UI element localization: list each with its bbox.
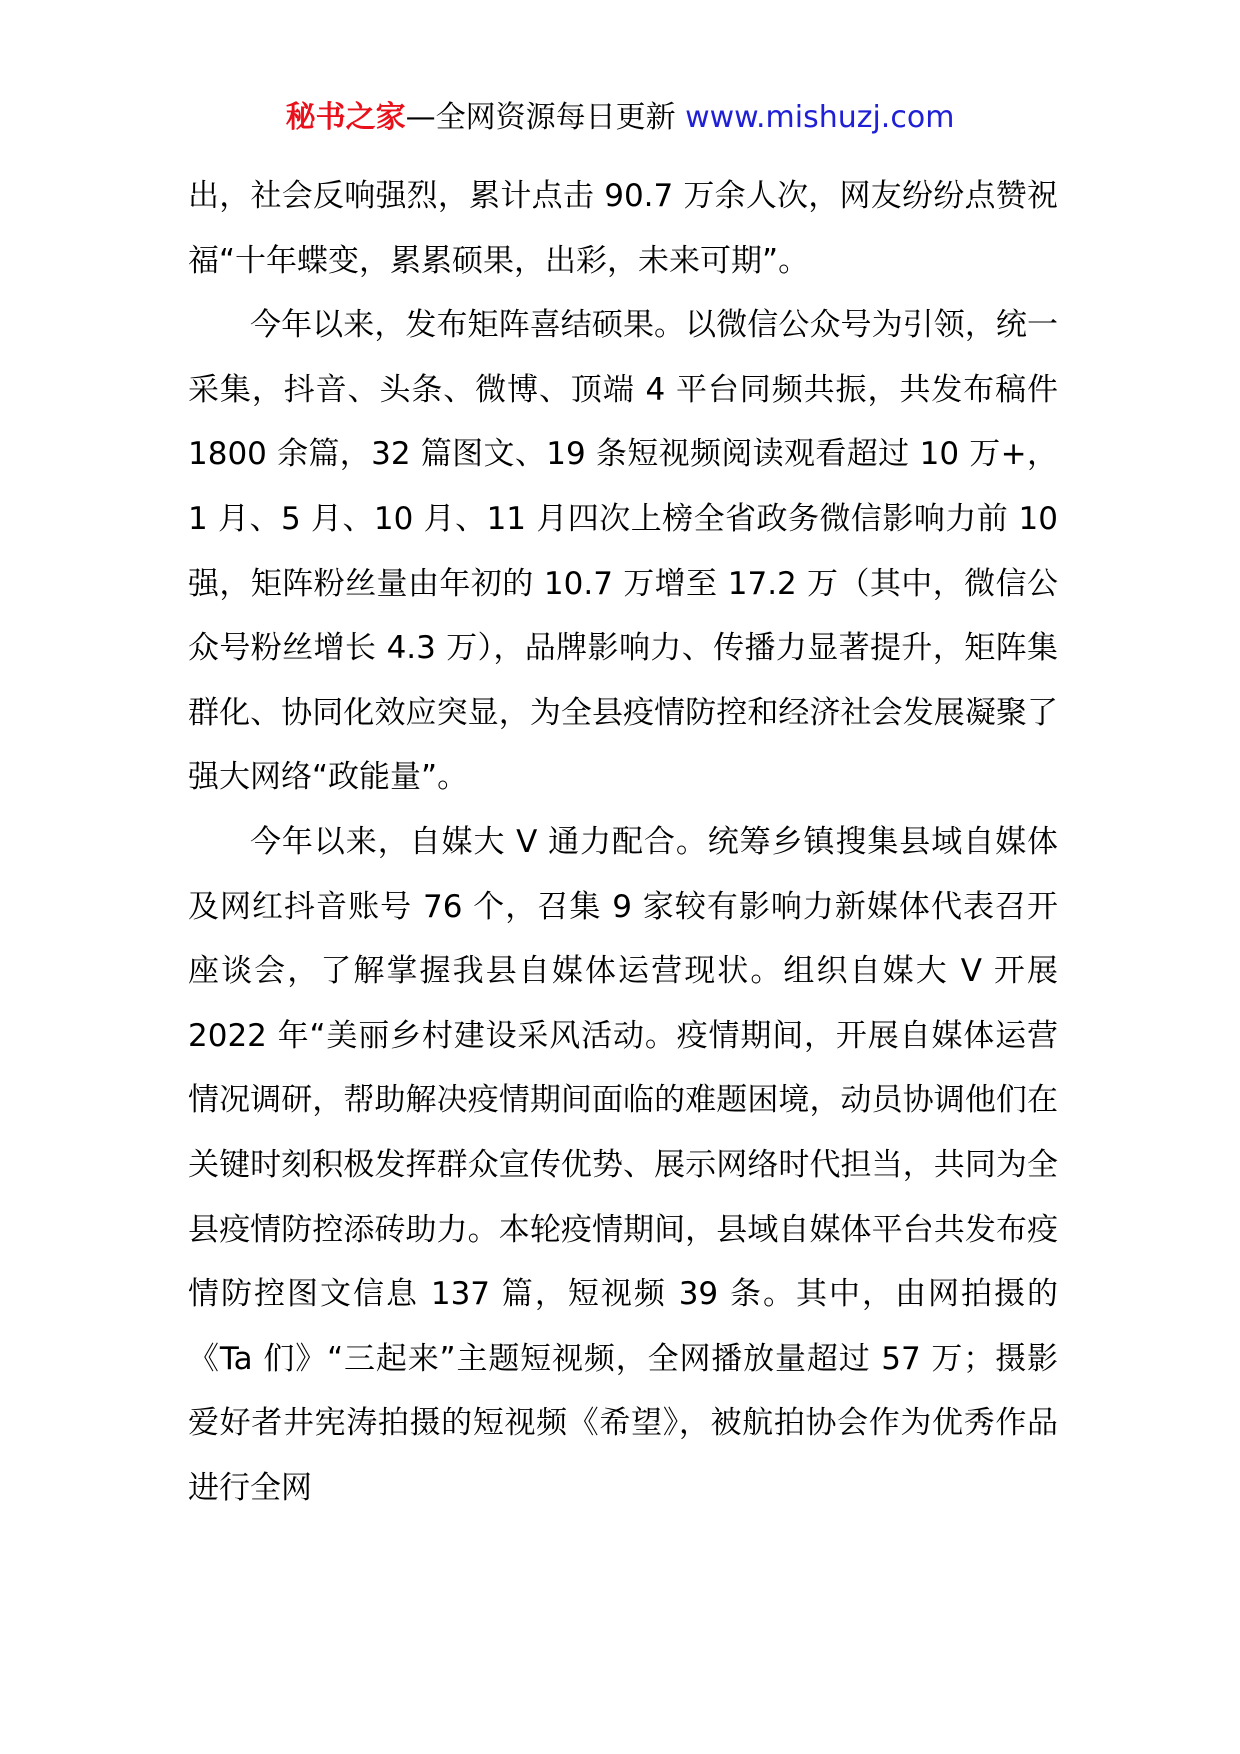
paragraph-continuation: 出，社会反响强烈，累计点击 90.7 万余人次，网友纷纷点赞祝福“十年蝶变，累累硕果，出彩，未来可期”。: [188, 178, 1058, 279]
header-brand: 秘书之家: [285, 100, 406, 135]
document-body: [188, 164, 1058, 1520]
header-tagline: —全网资源每日更新: [405, 100, 676, 135]
header-site-link[interactable]: www.mishuzj.com: [675, 100, 955, 135]
paragraph-release-matrix: 今年以来，发布矩阵喜结硕果。以微信公众号为引领，统一采集，抖音、头条、微博、顶端 4 平台同频共振，共发布稿件 1800 余篇，32 篇图文、19 条短视频阅读观看超过 10 万+，1 月、5 月、10 月、11 月四次上榜全省政务微信影响力前 10 强，矩阵粉丝量由年初的 10.7 万增至 17.2 万（其中，微信公众号粉丝增长 4.3 万），品牌影响力、传播力显著提升，矩阵集群化、协同化效应突显，为全县疫情防控和经济社会发展凝聚了强大网络“政能量”。: [188, 307, 1058, 796]
page-header: [0, 98, 1240, 138]
paragraph-self-media: 今年以来，自媒大 V 通力配合。统筹乡镇搜集县域自媒体及网红抖音账号 76 个，召集 9 家较有影响力新媒体代表召开座谈会，了解掌握我县自媒体运营现状。组织自媒大 V 开展 2022 年“美丽乡村建设采风活动。疫情期间，开展自媒体运营情况调研，帮助解决疫情期间面临的难题困境，动员协调他们在关键时刻积极发挥群众宣传优势、展示网络时代担当，共同为全县疫情防控添砖助力。本轮疫情期间，县域自媒体平台共发布疫情防控图文信息 137 篇，短视频 39 条。其中，由网拍摄的《Ta 们》“三起来”主题短视频，全网播放量超过 57 万；摄影爱好者井宪涛拍摄的短视频《希望》，被航拍协会作为优秀作品进行全网: [188, 823, 1058, 1506]
